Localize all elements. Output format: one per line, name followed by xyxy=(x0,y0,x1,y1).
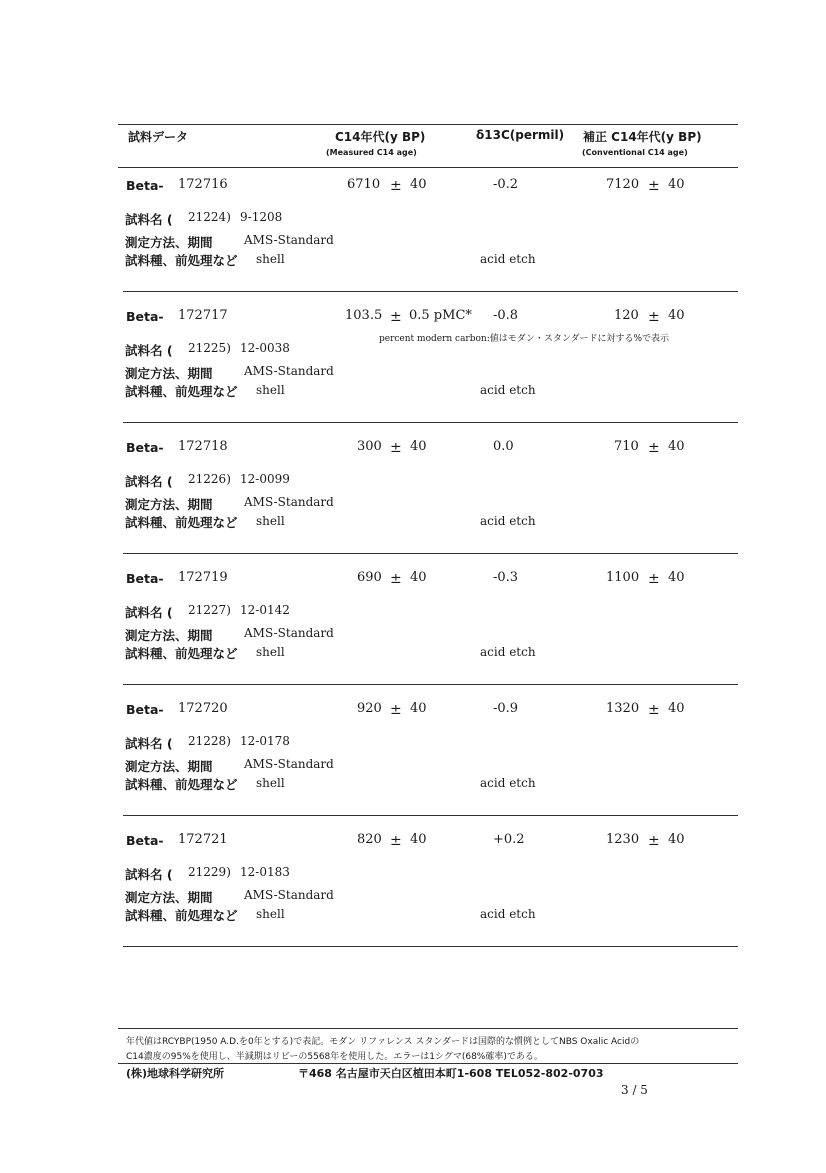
d13c-value: -0.8 xyxy=(493,308,519,323)
footer-rule-2 xyxy=(118,1063,738,1064)
sample-name-label: 試料名 ( xyxy=(125,867,173,882)
plus-minus-icon: ± xyxy=(648,309,660,325)
record-divider xyxy=(123,815,738,816)
company-address: 〒468 名古屋市天白区植田本町1-608 TEL052-802-0703 xyxy=(298,1067,604,1080)
sample-number: 21226) xyxy=(188,472,231,486)
header-c14-age: C14年代(y BP) xyxy=(335,130,426,144)
sample-name-label: 試料名 ( xyxy=(125,736,173,751)
sample-code: 12-0183 xyxy=(240,865,290,879)
conv-age-value: 7120 xyxy=(606,177,640,192)
pretreatment-value: acid etch xyxy=(480,776,536,790)
d13c-value: -0.2 xyxy=(493,177,519,192)
method-label: 測定方法、期間 xyxy=(125,890,213,905)
method-value: AMS-Standard xyxy=(244,757,334,771)
plus-minus-icon: ± xyxy=(648,702,660,718)
footer-note-line-1: 年代値はRCYBP(1950 A.D.を0年とする)で表記。モダン リファレンス スタンダードは国際的な慣例としてNBS Oxalic Acidの xyxy=(126,1037,640,1047)
plus-minus-icon: ± xyxy=(648,440,660,456)
pretreatment-value: acid etch xyxy=(480,645,536,659)
sample-number: 21228) xyxy=(188,734,231,748)
c14-age-error: 40 xyxy=(410,701,427,716)
d13c-value: -0.9 xyxy=(493,701,519,716)
conv-age-error: 40 xyxy=(668,439,685,454)
c14-age-error: 40 xyxy=(410,570,427,585)
header-rule xyxy=(118,167,738,168)
sample-code: 9-1208 xyxy=(240,210,283,224)
plus-minus-icon: ± xyxy=(390,833,402,849)
conv-age-value: 120 xyxy=(614,308,639,323)
plus-minus-icon: ± xyxy=(648,833,660,849)
sample-code: 12-0178 xyxy=(240,734,290,748)
pretreatment-value: acid etch xyxy=(480,514,536,528)
record-divider xyxy=(123,946,738,947)
method-value: AMS-Standard xyxy=(244,626,334,640)
beta-label: Beta- xyxy=(126,571,164,586)
method-label: 測定方法、期間 xyxy=(125,366,213,381)
header-c14-age-en: (Measured C14 age) xyxy=(326,148,417,157)
c14-age-error: 40 xyxy=(410,832,427,847)
c14-age-value: 6710 xyxy=(347,177,381,192)
c14-age-value: 820 xyxy=(357,832,382,847)
pretreatment-value: acid etch xyxy=(480,383,536,397)
c14-age-error: 40 xyxy=(410,177,427,192)
beta-label: Beta- xyxy=(126,178,164,193)
record-divider xyxy=(123,684,738,685)
page-number: 3 / 5 xyxy=(621,1083,648,1097)
sample-name-label: 試料名 ( xyxy=(125,212,173,227)
header-conv-age: 補正 C14年代(y BP) xyxy=(583,130,702,144)
material-value: shell xyxy=(256,252,285,266)
sample-number: 21225) xyxy=(188,341,231,355)
sample-name-label: 試料名 ( xyxy=(125,605,173,620)
type-label: 試料種、前処理など xyxy=(125,515,238,530)
sample-code: 12-0038 xyxy=(240,341,290,355)
method-label: 測定方法、期間 xyxy=(125,759,213,774)
conv-age-error: 40 xyxy=(668,701,685,716)
record-divider xyxy=(123,291,738,292)
conv-age-error: 40 xyxy=(668,177,685,192)
footer-note-line-2: C14濃度の95%を使用し、半減期はリビーの5568年を使用した。エラーは1シグマ(68%確率)である。 xyxy=(126,1052,543,1062)
conv-age-value: 1230 xyxy=(606,832,640,847)
record-divider xyxy=(123,553,738,554)
beta-label: Beta- xyxy=(126,833,164,848)
header-conv-age-en: (Conventional C14 age) xyxy=(582,148,688,157)
plus-minus-icon: ± xyxy=(390,571,402,587)
beta-number: 172721 xyxy=(178,832,228,847)
c14-age-value: 690 xyxy=(357,570,382,585)
header-d13c: δ13C(permil) xyxy=(476,128,565,142)
sample-number: 21224) xyxy=(188,210,231,224)
sample-number: 21229) xyxy=(188,865,231,879)
beta-label: Beta- xyxy=(126,440,164,455)
sample-code: 12-0142 xyxy=(240,603,290,617)
plus-minus-icon: ± xyxy=(390,440,402,456)
beta-label: Beta- xyxy=(126,309,164,324)
conv-age-error: 40 xyxy=(668,308,685,323)
beta-number: 172719 xyxy=(178,570,228,585)
plus-minus-icon: ± xyxy=(648,571,660,587)
conv-age-value: 1320 xyxy=(606,701,640,716)
company-name: (株)地球科学研究所 xyxy=(126,1067,225,1080)
d13c-value: +0.2 xyxy=(493,832,525,847)
c14-age-error: 0.5 pMC* xyxy=(409,308,472,323)
pmc-note: percent modern carbon:値はモダン・スタンダードに対する%で表示 xyxy=(379,334,670,344)
material-value: shell xyxy=(256,514,285,528)
type-label: 試料種、前処理など xyxy=(125,253,238,268)
c14-age-value: 920 xyxy=(357,701,382,716)
conv-age-error: 40 xyxy=(668,570,685,585)
type-label: 試料種、前処理など xyxy=(125,646,238,661)
beta-number: 172718 xyxy=(178,439,228,454)
type-label: 試料種、前処理など xyxy=(125,908,238,923)
beta-label: Beta- xyxy=(126,702,164,717)
beta-number: 172717 xyxy=(178,308,228,323)
method-label: 測定方法、期間 xyxy=(125,497,213,512)
type-label: 試料種、前処理など xyxy=(125,384,238,399)
sample-name-label: 試料名 ( xyxy=(125,343,173,358)
pretreatment-value: acid etch xyxy=(480,252,536,266)
method-label: 測定方法、期間 xyxy=(125,235,213,250)
method-value: AMS-Standard xyxy=(244,364,334,378)
d13c-value: 0.0 xyxy=(493,439,514,454)
sample-code: 12-0099 xyxy=(240,472,290,486)
material-value: shell xyxy=(256,383,285,397)
c14-age-error: 40 xyxy=(410,439,427,454)
header-sample-data: 試料データ xyxy=(128,130,189,144)
method-value: AMS-Standard xyxy=(244,495,334,509)
type-label: 試料種、前処理など xyxy=(125,777,238,792)
plus-minus-icon: ± xyxy=(648,178,660,194)
material-value: shell xyxy=(256,645,285,659)
conv-age-error: 40 xyxy=(668,832,685,847)
conv-age-value: 1100 xyxy=(606,570,640,585)
material-value: shell xyxy=(256,776,285,790)
conv-age-value: 710 xyxy=(614,439,639,454)
sample-number: 21227) xyxy=(188,603,231,617)
plus-minus-icon: ± xyxy=(390,309,402,325)
pretreatment-value: acid etch xyxy=(480,907,536,921)
method-value: AMS-Standard xyxy=(244,888,334,902)
plus-minus-icon: ± xyxy=(390,178,402,194)
footer-rule xyxy=(118,1028,738,1029)
c14-age-value: 103.5 xyxy=(345,308,383,323)
beta-number: 172720 xyxy=(178,701,228,716)
material-value: shell xyxy=(256,907,285,921)
sample-name-label: 試料名 ( xyxy=(125,474,173,489)
method-label: 測定方法、期間 xyxy=(125,628,213,643)
c14-age-value: 300 xyxy=(357,439,382,454)
record-divider xyxy=(123,422,738,423)
beta-number: 172716 xyxy=(178,177,228,192)
d13c-value: -0.3 xyxy=(493,570,519,585)
top-rule xyxy=(118,124,738,125)
plus-minus-icon: ± xyxy=(390,702,402,718)
method-value: AMS-Standard xyxy=(244,233,334,247)
